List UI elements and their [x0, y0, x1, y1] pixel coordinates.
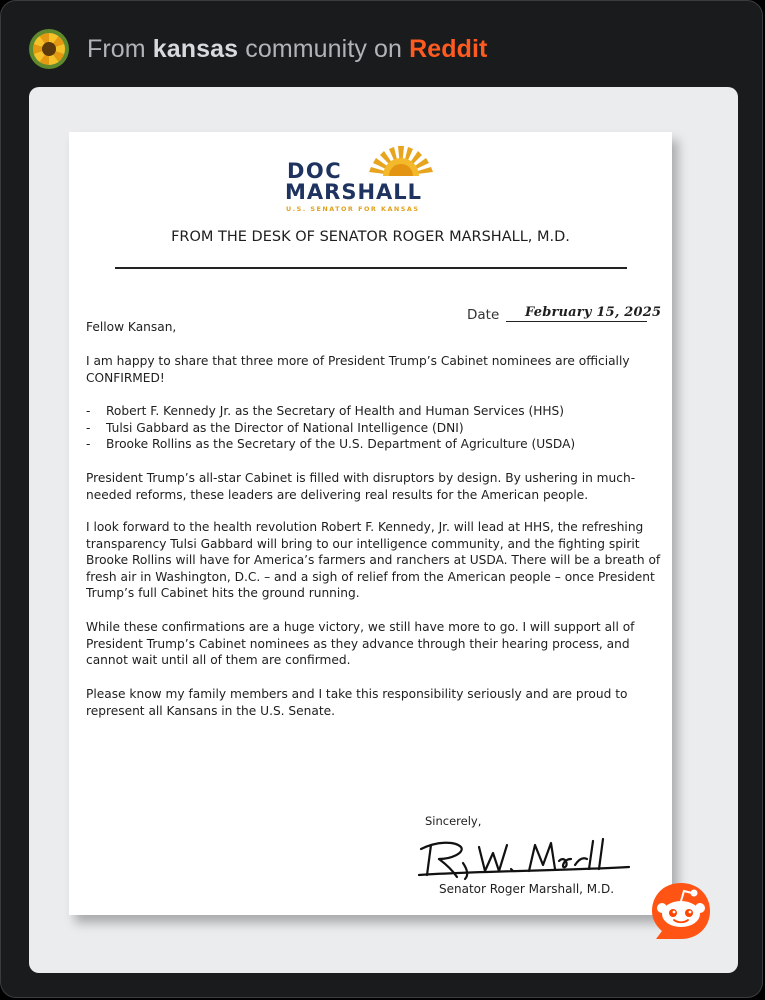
paragraph-look-forward: I look forward to the health revolution Robert F. Kennedy, Jr. will lead at HHS, the refreshing transparency Tulsi Gabbard will bring to our intelligence community, and the fighting spirit Brooke Rollins will have for America’s farmers and ranchers at USDA. There will be a breath of fresh air in Washington, D.C. – and a sigh of relief from the American people – once President Trump’s full Cabinet hits the ground running. — [86, 520, 661, 600]
logo-tagline: U.S. SENATOR FOR KANSAS — [286, 205, 420, 213]
date-value: February 15, 2025 — [525, 305, 662, 320]
paragraph-confirmations: While these confirmations are a huge victory, we still have more to go. I will support all of President Trump’s Cabinet nominees as they advance through their hearing process, and cannot wait until all of them are confirmed. — [86, 620, 635, 667]
list-item: - Robert F. Kennedy Jr. as the Secretary of Health and Human Services (HHS) — [86, 404, 565, 418]
handwritten-signature-icon — [417, 835, 631, 881]
reddit-brand[interactable]: Reddit — [409, 34, 488, 63]
list-item: - Brooke Rollins as the Secretary of the U.S. Department of Agriculture (USDA) — [86, 437, 576, 451]
closing: Sincerely, — [425, 814, 482, 828]
avatar-core — [42, 42, 56, 56]
intro-paragraph: I am happy to share that three more of President Trump’s Cabinet nominees are officially CONFIRMED! — [86, 354, 630, 385]
rising-sun-logo-icon — [367, 142, 435, 178]
nominee-list — [86, 403, 575, 453]
list-item-text: Robert F. Kennedy Jr. as the Secretary of Health and Human Services (HHS) — [106, 404, 565, 418]
paragraph-closing-thoughts: Please know my family members and I take this responsibility seriously and are proud to represent all Kansans in the U.S. Senate. — [86, 687, 628, 718]
greeting: Fellow Kansan, — [86, 320, 177, 334]
signer-name: Senator Roger Marshall, M.D. — [439, 882, 615, 896]
date-label: Date — [467, 307, 500, 323]
source-middle: community on — [238, 34, 410, 63]
letter-page — [69, 132, 672, 915]
source-line — [87, 35, 487, 64]
letterhead-divider — [115, 267, 627, 269]
logo-line-marshall: MARSHALL — [285, 180, 423, 204]
date-underline — [506, 321, 647, 322]
community-name[interactable]: kansas — [152, 34, 239, 63]
post-header — [29, 27, 487, 71]
doc-marshall-logo — [285, 142, 455, 212]
reddit-snoo-icon[interactable] — [646, 877, 716, 947]
logo-line-doc: DOC — [287, 159, 343, 183]
sunflower-avatar-icon[interactable] — [29, 29, 69, 69]
source-prefix: From — [87, 34, 153, 63]
paragraph-cabinet: President Trump’s all-star Cabinet is filled with disruptors by design. By ushering in much-needed reforms, these leaders are delivering real results for the American people. — [86, 471, 636, 502]
list-item-text: Brooke Rollins as the Secretary of the U.S. Department of Agriculture (USDA) — [106, 437, 576, 451]
list-item-text: Tulsi Gabbard as the Director of National Intelligence (DNI) — [106, 420, 464, 435]
letterhead-title: FROM THE DESK OF SENATOR ROGER MARSHALL, M.D. — [171, 229, 570, 245]
image-card[interactable] — [29, 87, 738, 973]
list-item: - Tulsi Gabbard as the Director of National Intelligence (DNI) — [86, 420, 464, 435]
